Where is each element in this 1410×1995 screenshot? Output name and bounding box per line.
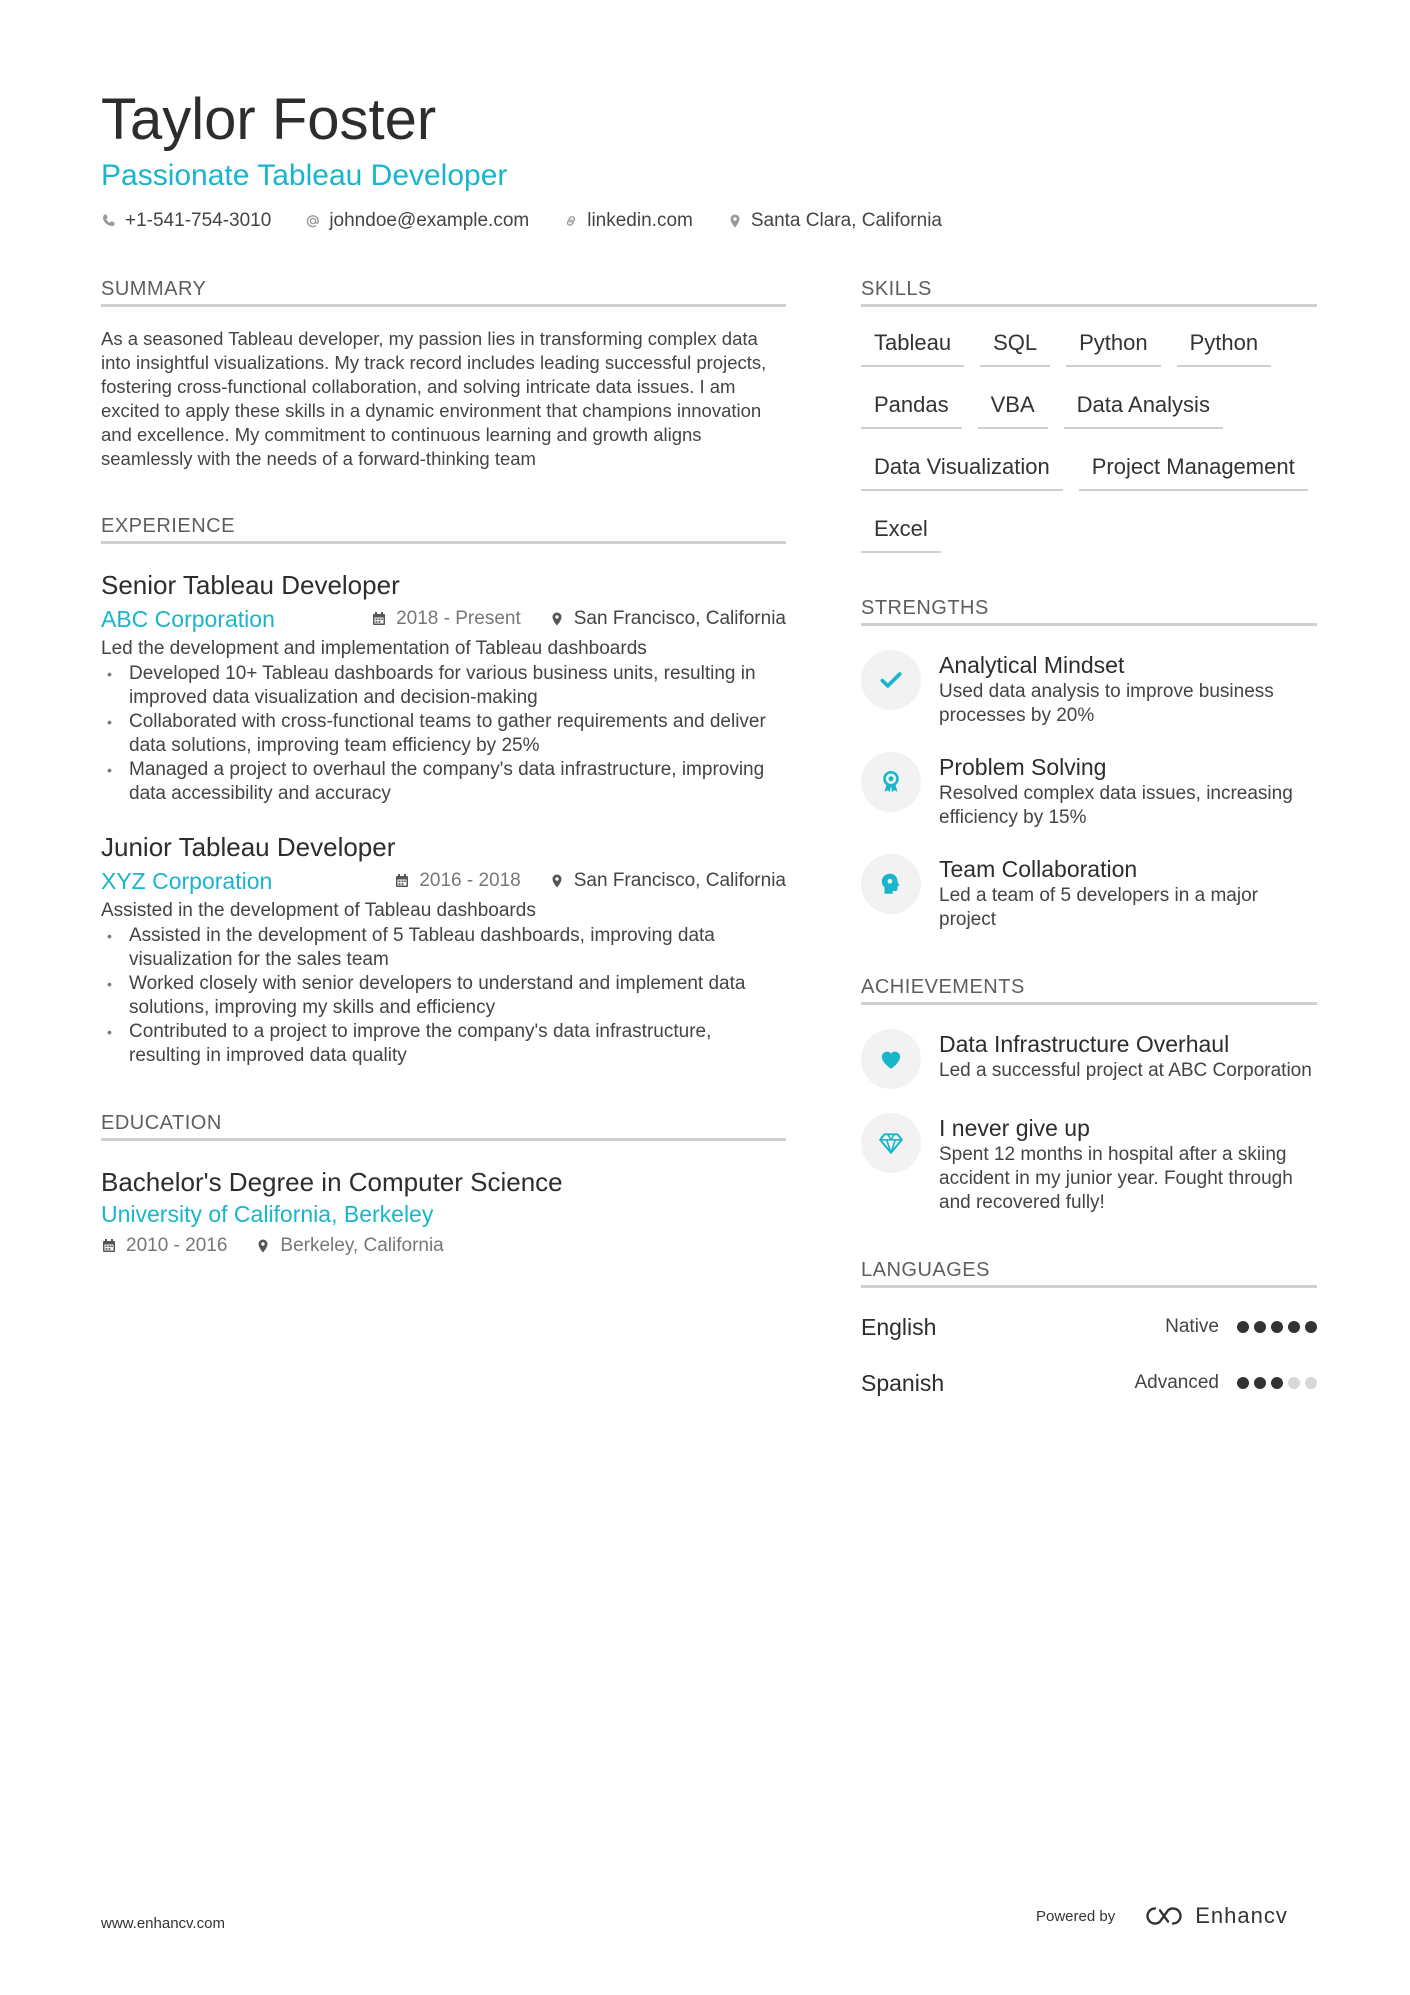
job-entry <box>101 830 786 1068</box>
education-entry <box>101 1165 786 1257</box>
strength-content <box>939 650 1317 728</box>
left-column <box>101 278 786 1301</box>
skill-tag: VBA <box>978 391 1048 429</box>
candidate-name: Taylor Foster <box>101 87 437 152</box>
job-location-text: San Francisco, California <box>573 608 786 629</box>
link-icon <box>563 213 579 229</box>
language-level: Advanced <box>1134 1372 1219 1393</box>
education-dates <box>101 1235 227 1257</box>
job-location <box>549 870 786 892</box>
job-meta <box>101 866 786 896</box>
calendar-icon <box>394 873 410 889</box>
award-icon <box>861 752 921 812</box>
job-dates-text: 2016 - 2018 <box>419 870 521 891</box>
job-bullet: • Managed a project to overhaul the company's data infrastructure, improving data accessibility and accuracy <box>101 758 786 806</box>
head-icon <box>861 854 921 914</box>
achievement-desc: Led a successful project at ABC Corporation <box>939 1060 1312 1081</box>
powered-by-text: Powered by <box>1036 1907 1116 1925</box>
email-text[interactable]: johndoe@example.com <box>329 210 530 231</box>
job-dates <box>371 608 521 630</box>
footer-website[interactable]: www.enhancv.com <box>101 1915 225 1932</box>
skill-tag: Project Management <box>1079 453 1308 491</box>
rating-dot-filled <box>1271 1321 1283 1333</box>
strength-content <box>939 854 1317 932</box>
achievement-title: I never give up <box>939 1115 1090 1141</box>
calendar-icon <box>371 611 387 627</box>
strengths-title: STRENGTHS <box>861 597 1317 626</box>
job-bullet: • Developed 10+ Tableau dashboards for various business units, resulting in improved data visualization and decision-making <box>101 662 786 710</box>
skill-tag: Python <box>1066 329 1161 367</box>
achievements-title: ACHIEVEMENTS <box>861 976 1317 1005</box>
job-meta-details <box>394 870 786 892</box>
strength-desc: Led a team of 5 developers in a major project <box>939 885 1258 930</box>
job-bullet: • Collaborated with cross-functional teams to gather requirements and deliver data solutions, improving team efficiency by 25% <box>101 710 786 758</box>
achievement-title: Data Infrastructure Overhaul <box>939 1031 1230 1057</box>
footer-branding <box>1036 1903 1288 1929</box>
strength-desc: Resolved complex data issues, increasing efficiency by 15% <box>939 783 1293 828</box>
rating-dot-empty <box>1305 1377 1317 1389</box>
summary-text: As a seasoned Tableau developer, my passion lies in transforming complex data into insightful visualizations. My track record includes leading successful projects, fostering cross-functional collaboration, and solving intricate data issues. I am excited to apply these skills in a dynamic environment that champions innovation and excellence. My commitment to continuous learning and growth aligns seamlessly with the needs of a forward-thinking team <box>101 328 767 469</box>
job-description: Assisted in the development of Tableau dashboards <box>101 900 536 921</box>
candidate-role: Passionate Tableau Developer <box>101 159 508 192</box>
strengths-section <box>861 597 1317 932</box>
rating-dot-filled <box>1271 1377 1283 1389</box>
location-pin-icon <box>727 213 743 229</box>
degree-title: Bachelor's Degree in Computer Science <box>101 1167 563 1197</box>
rating-dot-empty <box>1288 1377 1300 1389</box>
job-bullet: • Worked closely with senior developers to understand and implement data solutions, improving my skills and efficiency <box>101 972 786 1020</box>
skill-tag: Python <box>1177 329 1272 367</box>
achievements-section <box>861 976 1317 1215</box>
job-meta-details <box>371 608 786 630</box>
achievement-item <box>861 1029 1317 1089</box>
language-name: Spanish <box>861 1369 945 1396</box>
strength-title: Analytical Mindset <box>939 652 1125 678</box>
job-location <box>549 608 786 630</box>
skills-section <box>861 278 1317 553</box>
diamond-icon <box>861 1113 921 1173</box>
job-bullets <box>101 662 786 806</box>
rating-dot-filled <box>1237 1321 1249 1333</box>
education-title: EDUCATION <box>101 1112 786 1141</box>
phone-text: +1-541-754-3010 <box>125 210 272 231</box>
language-proficiency <box>1165 1316 1317 1338</box>
experience-section <box>101 515 786 1068</box>
language-name: English <box>861 1313 937 1340</box>
education-dates-text: 2010 - 2016 <box>126 1235 228 1256</box>
rating-dot-filled <box>1254 1377 1266 1389</box>
skill-tag: Excel <box>861 515 941 553</box>
at-icon <box>305 213 321 229</box>
heart-icon <box>861 1029 921 1089</box>
job-dates-text: 2018 - Present <box>396 608 521 629</box>
school-name: University of California, Berkeley <box>101 1201 434 1227</box>
language-row <box>861 1366 1317 1400</box>
language-proficiency <box>1134 1372 1317 1394</box>
contact-phone <box>101 210 271 232</box>
location-pin-icon <box>549 873 565 889</box>
rating-dot-filled <box>1305 1321 1317 1333</box>
contact-linkedin[interactable] <box>563 210 693 232</box>
achievement-content <box>939 1029 1312 1089</box>
skills-title: SKILLS <box>861 278 1317 307</box>
rating-dot-filled <box>1237 1377 1249 1389</box>
location-pin-icon <box>549 611 565 627</box>
contact-email[interactable] <box>305 210 529 232</box>
job-bullet: • Assisted in the development of 5 Tableau dashboards, improving data visualization for the sales team <box>101 924 786 972</box>
location-pin-icon <box>255 1238 271 1254</box>
achievement-desc: Spent 12 months in hospital after a skiing accident in my junior year. Fought through and recovered fully! <box>939 1144 1293 1213</box>
linkedin-text[interactable]: linkedin.com <box>587 210 693 231</box>
education-location <box>255 1235 443 1257</box>
job-entry <box>101 568 786 806</box>
calendar-icon <box>101 1238 117 1254</box>
experience-title: EXPERIENCE <box>101 515 786 544</box>
check-icon <box>861 650 921 710</box>
strength-title: Problem Solving <box>939 754 1107 780</box>
language-row <box>861 1310 1317 1344</box>
skill-tag: Data Analysis <box>1064 391 1223 429</box>
contact-bar <box>101 210 1321 232</box>
strength-desc: Used data analysis to improve business processes by 20% <box>939 681 1274 726</box>
languages-section <box>861 1259 1317 1400</box>
rating-dots <box>1237 1321 1317 1333</box>
achievement-content <box>939 1113 1317 1215</box>
strength-item <box>861 752 1317 830</box>
education-location-text: Berkeley, California <box>280 1235 444 1256</box>
strength-item <box>861 650 1317 728</box>
job-location-text: San Francisco, California <box>573 870 786 891</box>
resume-header <box>101 84 1321 232</box>
right-column <box>861 278 1317 1444</box>
strength-title: Team Collaboration <box>939 856 1138 882</box>
strength-content <box>939 752 1317 830</box>
achievement-item <box>861 1113 1317 1215</box>
phone-icon <box>101 213 117 229</box>
strength-item <box>861 854 1317 932</box>
job-title: Senior Tableau Developer <box>101 570 400 600</box>
summary-section <box>101 278 786 471</box>
job-title: Junior Tableau Developer <box>101 832 396 862</box>
location-text: Santa Clara, California <box>750 210 942 231</box>
job-company: ABC Corporation <box>101 606 275 632</box>
brand-logo[interactable] <box>1141 1903 1288 1929</box>
brand-name: Enhancv <box>1195 1903 1288 1928</box>
job-company: XYZ Corporation <box>101 868 273 894</box>
rating-dots <box>1237 1377 1317 1389</box>
contact-location <box>727 210 942 232</box>
rating-dot-filled <box>1288 1321 1300 1333</box>
skill-tag: Data Visualization <box>861 453 1063 491</box>
job-bullet: • Contributed to a project to improve the company's data infrastructure, resulting in improved data quality <box>101 1020 786 1068</box>
job-meta <box>101 604 786 634</box>
job-dates <box>394 870 520 892</box>
skill-tag: Pandas <box>861 391 962 429</box>
job-bullets <box>101 924 786 1068</box>
skill-tag: Tableau <box>861 329 964 367</box>
job-description: Led the development and implementation of Tableau dashboards <box>101 638 647 659</box>
enhancv-logo-icon <box>1141 1903 1187 1929</box>
education-section <box>101 1112 786 1257</box>
skill-tag: SQL <box>980 329 1050 367</box>
languages-title: LANGUAGES <box>861 1259 1317 1288</box>
language-level: Native <box>1165 1316 1219 1337</box>
skills-list <box>861 329 1317 553</box>
education-meta <box>101 1235 786 1257</box>
rating-dot-filled <box>1254 1321 1266 1333</box>
summary-title: SUMMARY <box>101 278 786 307</box>
